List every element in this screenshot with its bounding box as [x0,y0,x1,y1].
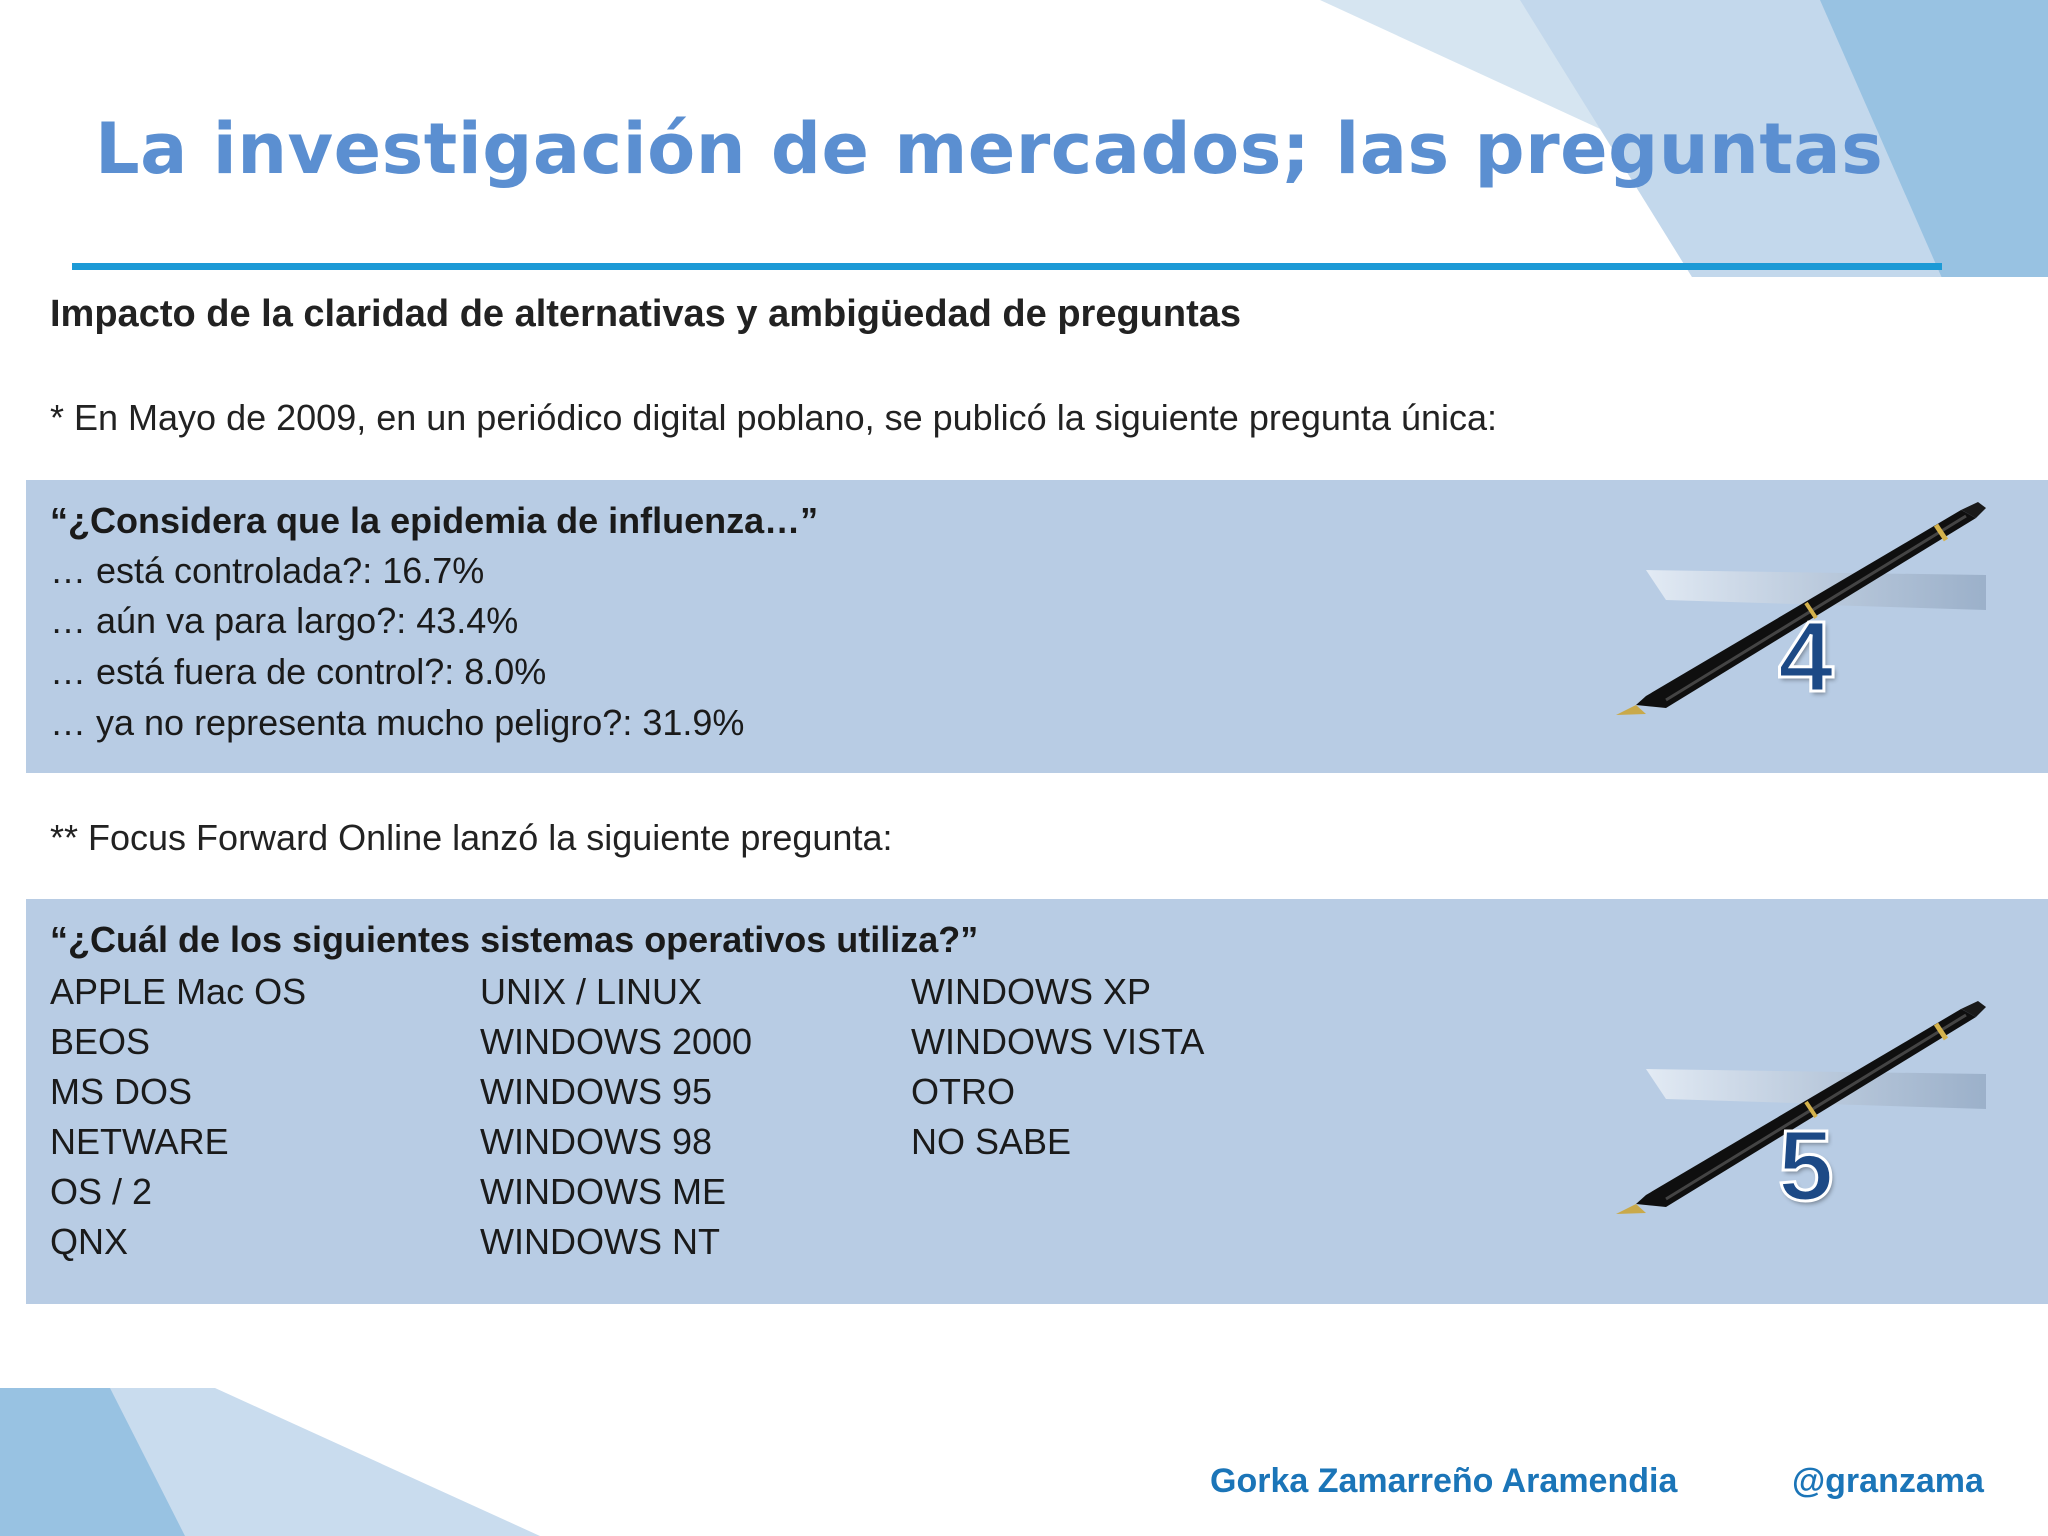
os-option: NETWARE [50,1121,229,1162]
os-option: OTRO [911,1071,1015,1112]
os-option: WINDOWS XP [911,971,1151,1012]
os-option: UNIX / LINUX [480,971,703,1012]
footer-handle: @granzama [1792,1462,1984,1500]
content-panel [26,277,2048,1307]
question-1-option: … está fuera de control?: 8.0% [50,651,547,692]
question-1-option: … está controlada?: 16.7% [50,550,485,591]
os-column-3 [911,967,1204,1167]
os-option: NO SABE [911,1121,1072,1162]
os-option: WINDOWS NT [480,1221,720,1262]
question-box-2 [26,899,2048,1304]
os-option: WINDOWS 2000 [480,1021,753,1062]
os-option: WINDOWS ME [480,1171,726,1212]
os-column-2 [480,967,752,1267]
os-option: MS DOS [50,1071,193,1112]
question-2-text: “¿Cuál de los siguientes sistemas operativos utiliza?” [50,919,979,960]
os-option: WINDOWS 98 [480,1121,713,1162]
slide-title: La investigación de mercados; las preguntas [95,108,1884,190]
os-option: WINDOWS 95 [480,1071,713,1112]
question-1-text: “¿Considera que la epidemia de influenza…” [50,500,819,541]
footer-author: Gorka Zamarreño Aramendia [1210,1462,1678,1500]
os-option: QNX [50,1221,129,1262]
os-option: APPLE Mac OS [50,971,307,1012]
question-1-option: … aún va para largo?: 43.4% [50,600,519,641]
question-box-1 [26,480,2048,773]
os-column-1 [50,967,306,1267]
title-divider [72,263,1942,270]
os-option: WINDOWS VISTA [911,1021,1205,1062]
intro-text-1: * En Mayo de 2009, en un periódico digital poblano, se publicó la siguiente pregunta única: [50,397,1498,438]
section-subtitle: Impacto de la claridad de alternativas y ambigüedad de preguntas [50,293,1242,335]
question-1-option: … ya no representa mucho peligro?: 31.9% [50,702,745,743]
intro-text-2: ** Focus Forward Online lanzó la siguiente pregunta: [50,817,893,858]
os-option: OS / 2 [50,1171,153,1212]
os-option: BEOS [50,1021,151,1062]
slide-number-badge: 5 [1778,1110,1834,1222]
slide-number-badge: 4 [1778,601,1834,713]
